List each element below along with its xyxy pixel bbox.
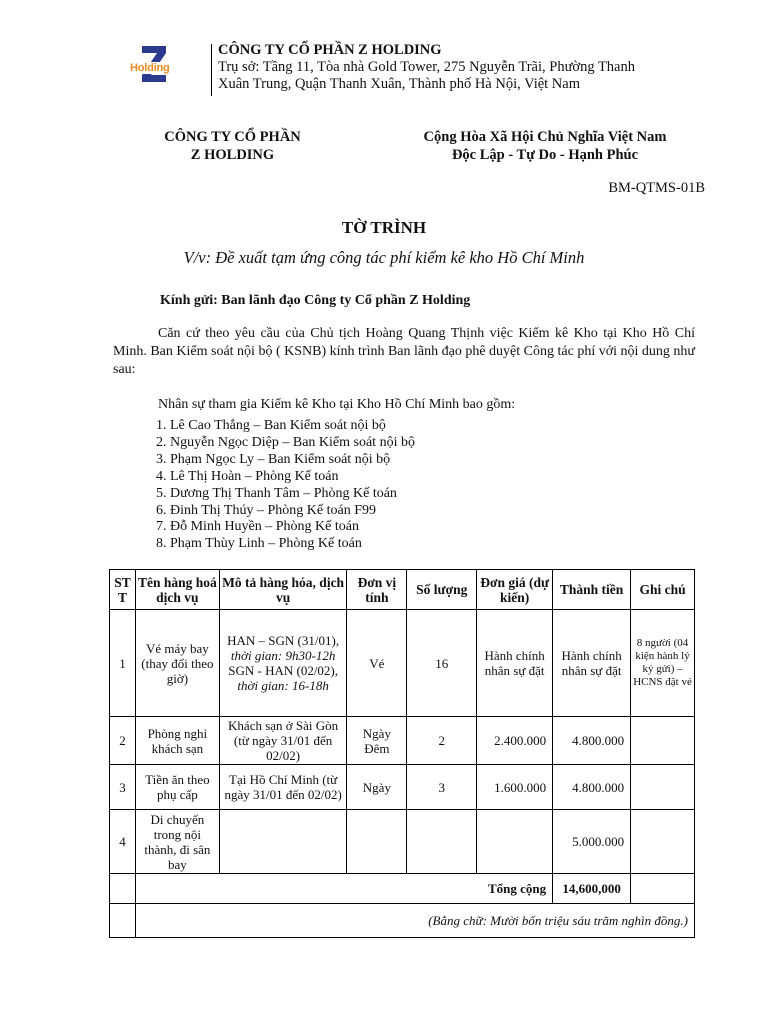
expense-table — [109, 569, 695, 938]
cell-stt: 1 — [110, 610, 136, 717]
table-row — [110, 717, 695, 765]
header-price: Đơn giá (dự kiến) — [477, 570, 553, 610]
cell-qty: 3 — [407, 765, 477, 810]
cell-stt: 2 — [110, 717, 136, 765]
cell-note — [631, 810, 695, 874]
list-item: 5. Dương Thị Thanh Tâm – Phòng Kế toán — [156, 485, 397, 501]
staff-list — [156, 418, 415, 553]
address-line-1: Trụ sở: Tầng 11, Tòa nhà Gold Tower, 275 Nguyễn Trãi, Phường Thanh — [218, 59, 635, 75]
cell-note: 8 người (04 kiện hành lý ký gửi) – HCNS đặt vé — [631, 610, 695, 717]
form-code: BM-QTMS-01B — [608, 180, 705, 196]
header-amount: Thành tiền — [553, 570, 631, 610]
cell-desc — [219, 610, 347, 717]
list-item: 6. Đinh Thị Thúy – Phòng Kế toán F99 — [156, 502, 376, 518]
right-heading — [395, 128, 695, 164]
left-heading-line2: Z HOLDING — [190, 147, 275, 163]
total-value: 14,600,000 — [553, 874, 631, 904]
addressee: Kính gửi: Ban lãnh đạo Công ty Cổ phần Z Holding — [160, 293, 471, 308]
header-divider — [211, 44, 212, 96]
cell-amount: Hành chính nhân sự đặt — [553, 610, 631, 717]
desc-time-out: thời gian: 9h30-12h — [230, 648, 336, 663]
body-paragraph: Căn cứ theo yêu cầu của Chủ tịch Hoàng Quang Thịnh việc Kiểm kê Kho tại Kho Hồ Chí Minh. Ban Kiểm soát nội bộ ( KSNB) kính trình Ban lãnh đạo phê duyệt Công tác phí với nội dung như sau: — [113, 326, 695, 377]
cell-price: 2.400.000 — [477, 717, 553, 765]
cell-qty: 16 — [407, 610, 477, 717]
cell-amount: 4.800.000 — [553, 765, 631, 810]
cell-unit: Ngày Đêm — [347, 717, 407, 765]
cell-price: Hành chính nhân sự đặt — [477, 610, 553, 717]
cell-stt: 4 — [110, 810, 136, 874]
header-note: Ghi chú — [631, 570, 695, 610]
company-logo — [128, 44, 178, 94]
cell-qty — [407, 810, 477, 874]
list-item: 1. Lê Cao Thắng – Ban Kiểm soát nội bộ — [156, 418, 386, 433]
list-item: 7. Đỗ Minh Huyền – Phòng Kế toán — [156, 519, 359, 535]
list-item: 2. Nguyễn Ngọc Diệp – Ban Kiểm soát nội bộ — [156, 434, 415, 450]
cell-name: Vé máy bay (thay đổi theo giờ) — [135, 610, 219, 717]
cell-note — [631, 765, 695, 810]
cell-name: Tiền ăn theo phụ cấp — [135, 765, 219, 810]
cell-name: Phòng nghỉ khách sạn — [135, 717, 219, 765]
header-desc: Mô tả hàng hóa, dịch vụ — [219, 570, 347, 610]
list-item: 8. Phạm Thùy Linh – Phòng Kế toán — [156, 536, 362, 552]
right-heading-line1: Cộng Hòa Xã Hội Chủ Nghĩa Việt Nam — [423, 129, 667, 145]
cell-price — [477, 810, 553, 874]
cell-desc: Tại Hồ Chí Minh (từ ngày 31/01 đến 02/02) — [219, 765, 347, 810]
left-heading-line1: CÔNG TY CỔ PHẦN — [164, 129, 301, 145]
cell-unit — [347, 810, 407, 874]
cell-unit: Ngày — [347, 765, 407, 810]
total-label: Tổng cộng — [135, 874, 552, 904]
cell-price: 1.600.000 — [477, 765, 553, 810]
address-line-2: Xuân Trung, Quận Thanh Xuân, Thành phố Hà Nội, Việt Nam — [218, 76, 580, 92]
in-words-row — [110, 904, 695, 938]
amount-in-words: (Bằng chữ: Mười bốn triệu sáu trăm nghìn đồng.) — [135, 904, 694, 938]
letterhead — [218, 42, 635, 93]
table-row — [110, 765, 695, 810]
header-unit: Đơn vị tính — [347, 570, 407, 610]
list-item: 3. Phạm Ngọc Ly – Ban Kiểm soát nội bộ — [156, 451, 391, 467]
right-heading-line2: Độc Lập - Tự Do - Hạnh Phúc — [451, 147, 639, 163]
desc-route-back: SGN - HAN (02/02), — [228, 663, 339, 678]
desc-route-out: HAN – SGN (31/01), — [227, 633, 340, 648]
staff-intro: Nhân sự tham gia Kiểm kê Kho tại Kho Hồ Chí Minh bao gồm: — [158, 397, 516, 412]
desc-time-back: thời gian: 16-18h — [237, 678, 329, 693]
cell-amount: 4.800.000 — [553, 717, 631, 765]
cell-name: Di chuyển trong nội thành, đi sân bay — [135, 810, 219, 874]
document-subject: V/v: Đề xuất tạm ứng công tác phí kiểm kê kho Hồ Chí Minh — [183, 248, 585, 267]
company-name: CÔNG TY CỔ PHẦN Z HOLDING — [218, 42, 442, 58]
table-header-row — [110, 570, 695, 610]
table-row — [110, 610, 695, 717]
left-heading — [140, 128, 325, 164]
cell-desc — [219, 810, 347, 874]
cell-note — [631, 717, 695, 765]
cell-qty: 2 — [407, 717, 477, 765]
cell-desc: Khách sạn ở Sài Gòn (từ ngày 31/01 đến 02/02) — [219, 717, 347, 765]
cell-unit: Vé — [347, 610, 407, 717]
header-name: Tên hàng hoá dịch vụ — [135, 570, 219, 610]
logo-text: Holding — [130, 62, 170, 74]
total-row — [110, 874, 695, 904]
table-row — [110, 810, 695, 874]
header-stt: ST T — [110, 570, 136, 610]
cell-stt: 3 — [110, 765, 136, 810]
list-item: 4. Lê Thị Hoàn – Phòng Kế toán — [156, 468, 339, 484]
header-qty: Số lượng — [407, 570, 477, 610]
document-title: TỜ TRÌNH — [341, 218, 427, 237]
cell-amount: 5.000.000 — [553, 810, 631, 874]
